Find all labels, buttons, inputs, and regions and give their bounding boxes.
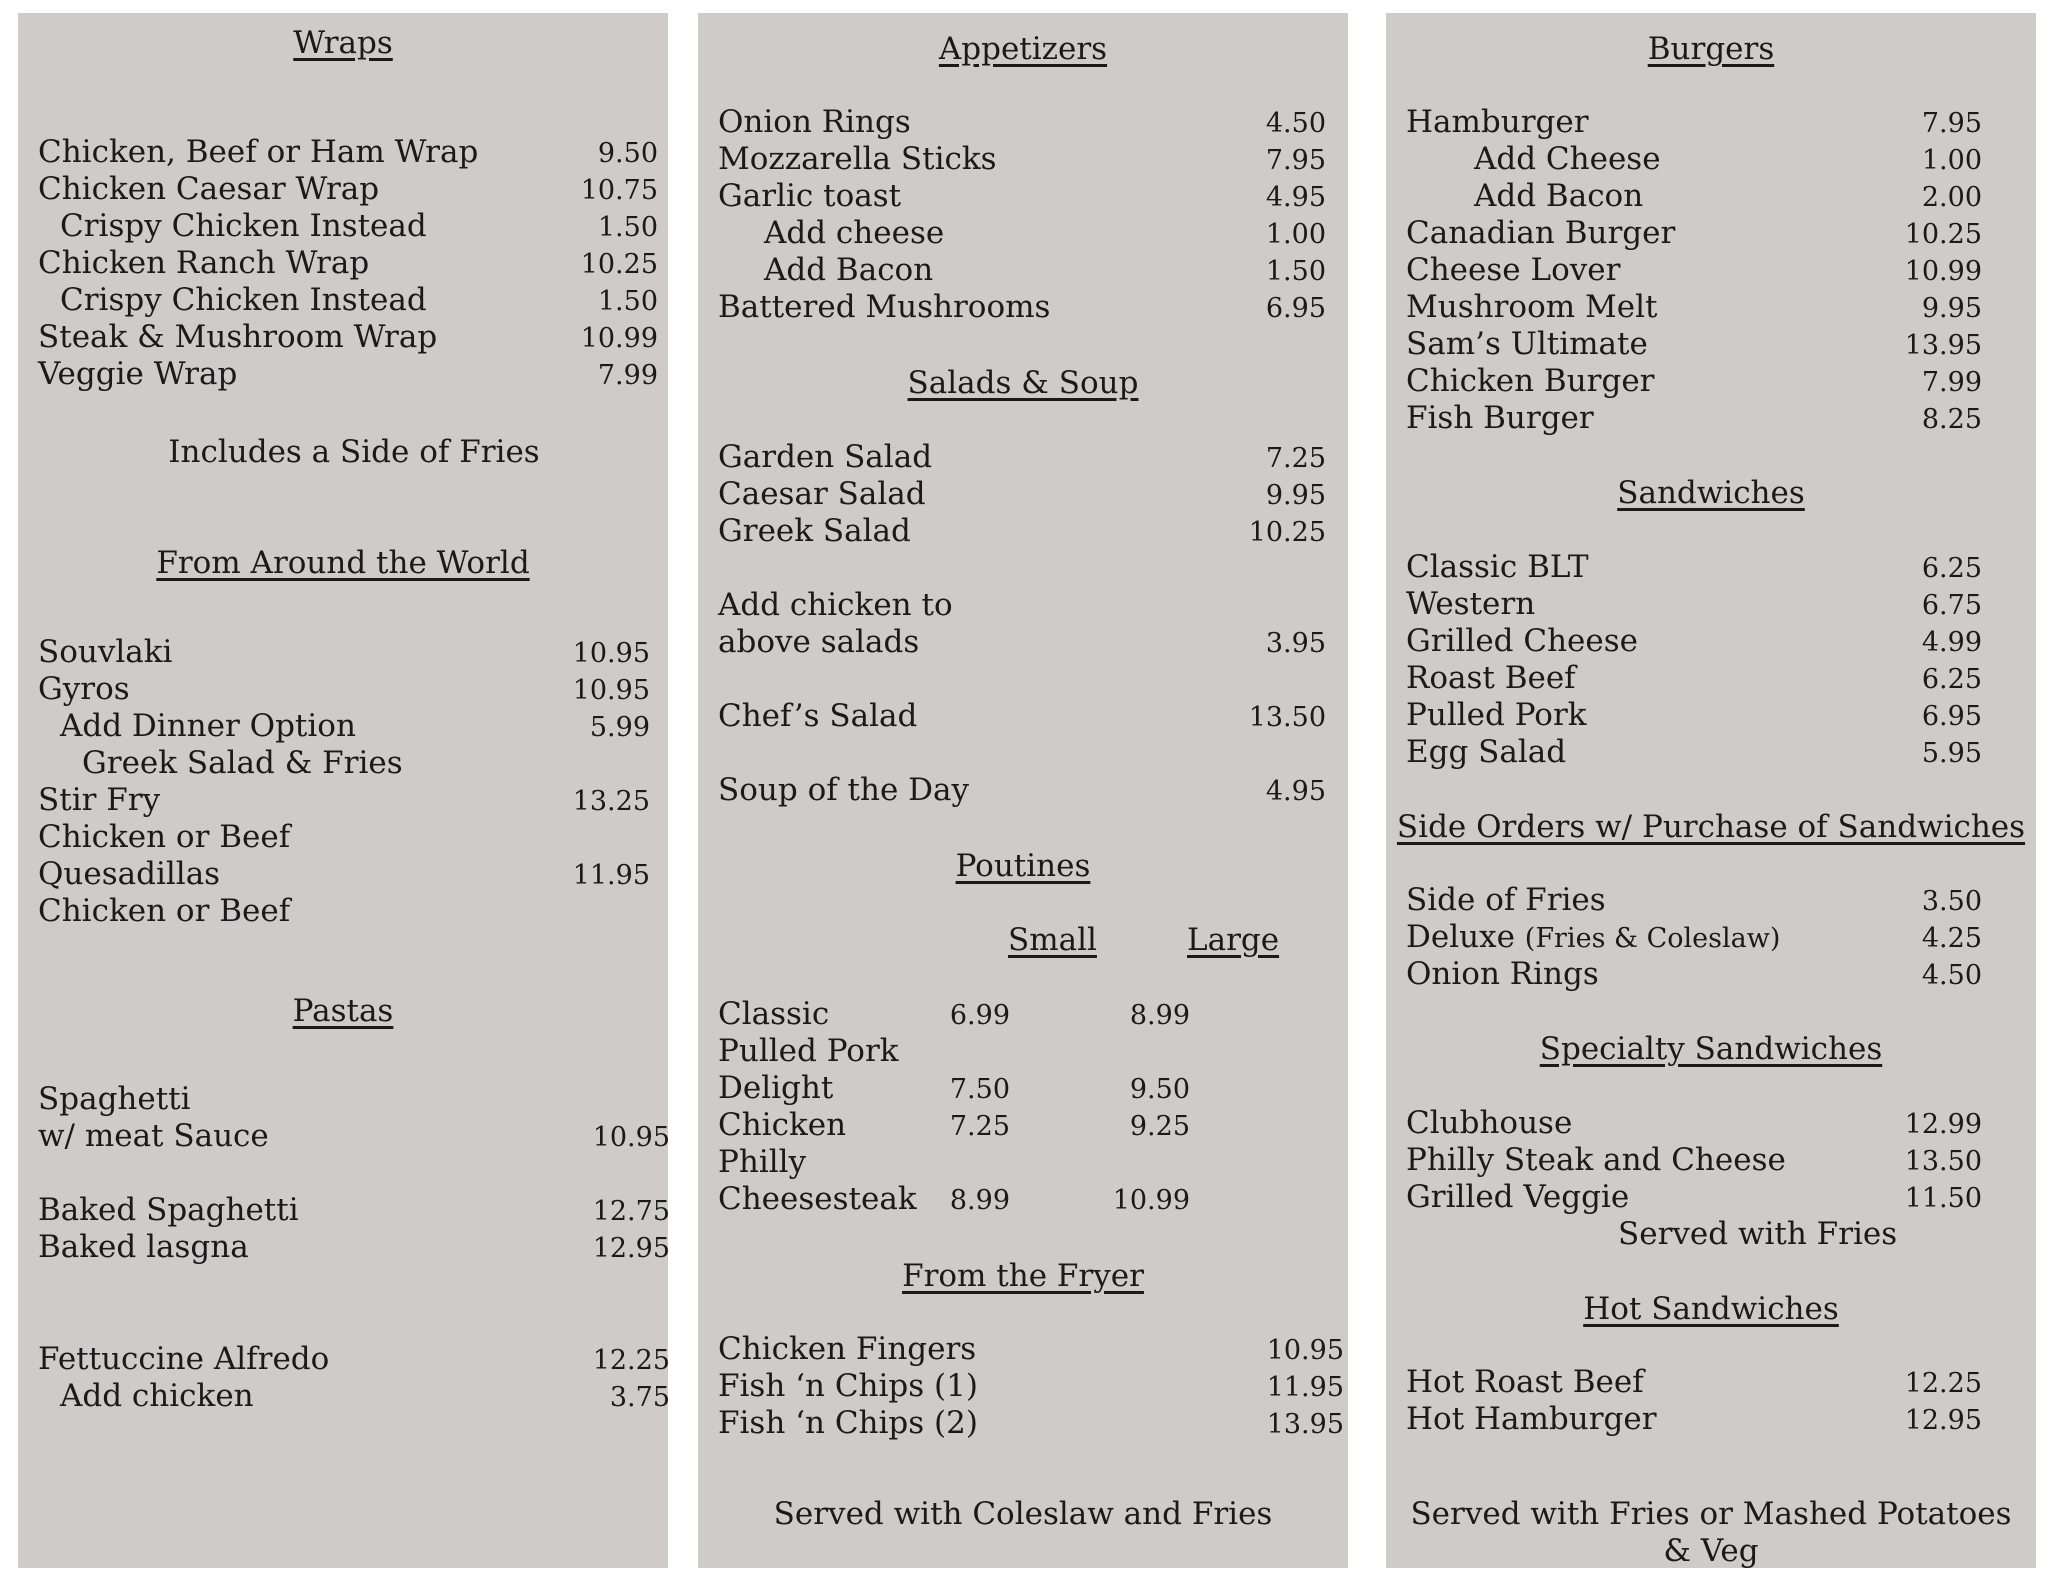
menu-item-price: 3.50	[1921, 886, 1982, 917]
menu-item-name: Caesar Salad	[718, 476, 926, 512]
menu-item-name: Grilled Cheese	[1406, 623, 1639, 659]
section-title-pastas: Pastas	[292, 993, 394, 1029]
section-title-salads: Salads & Soup	[907, 365, 1139, 401]
menu-item-name: Soup of the Day	[718, 772, 970, 808]
menu-item-name: Egg Salad	[1406, 734, 1567, 770]
menu-item-name: Side of Fries	[1406, 882, 1606, 918]
menu-item-price: 10.75	[580, 175, 658, 206]
menu-item-price: 13.50	[1248, 702, 1326, 733]
menu-item-price: 1.00	[1265, 219, 1326, 250]
menu-item-price: 12.99	[1904, 1109, 1982, 1140]
section-title-wraps: Wraps	[293, 25, 393, 61]
menu-item-price: 12.95	[592, 1233, 670, 1264]
menu-item-name: Spaghetti	[38, 1081, 191, 1117]
column-header-small: Small	[1008, 922, 1097, 958]
menu-item-name: above salads	[718, 624, 920, 660]
menu-item-name: Mushroom Melt	[1406, 289, 1658, 325]
menu-item-price: 12.25	[1904, 1368, 1982, 1399]
menu-item-name: Crispy Chicken Instead	[60, 282, 427, 318]
menu-item-name: Garlic toast	[718, 178, 902, 214]
menu-item-price: 10.25	[1248, 517, 1326, 548]
menu-item-price: 1.50	[1265, 256, 1326, 287]
menu-item-price-large: 8.99	[1129, 1000, 1190, 1031]
menu-item-price: 11.50	[1904, 1183, 1982, 1214]
menu-item-price: 13.95	[1266, 1409, 1344, 1440]
menu-item-price: 3.75	[609, 1382, 670, 1413]
menu-item-name: Greek Salad & Fries	[82, 745, 403, 781]
menu-item-price: 10.95	[572, 675, 650, 706]
menu-item-name: Add chicken to	[718, 587, 953, 623]
menu-item-price: 10.99	[580, 323, 658, 354]
menu-item-price: 10.95	[572, 638, 650, 669]
menu-panel-right	[1386, 13, 2036, 1568]
menu-item-price: 9.50	[597, 138, 658, 169]
menu-item-price: 4.99	[1921, 627, 1982, 658]
wraps-note: Includes a Side of Fries	[168, 434, 540, 470]
menu-panel-middle	[698, 13, 1348, 1568]
menu-item-price: 11.95	[1266, 1372, 1344, 1403]
menu-item-name: Philly	[718, 1144, 807, 1180]
menu-item-name: Grilled Veggie	[1406, 1179, 1630, 1215]
menu-item-price: 7.95	[1265, 145, 1326, 176]
menu-item-name: Fish ‘n Chips (1)	[718, 1368, 978, 1404]
menu-item-name: Chef’s Salad	[718, 698, 918, 734]
menu-item-name: Add Bacon	[764, 252, 934, 288]
menu-item-name: Hot Roast Beef	[1406, 1364, 1644, 1400]
menu-item-name: Add Bacon	[1474, 178, 1644, 214]
menu-panel-left	[18, 13, 668, 1568]
menu-item-name: Fettuccine Alfredo	[38, 1341, 330, 1377]
menu-item-price: 10.25	[580, 249, 658, 280]
menu-item-name: Hot Hamburger	[1406, 1401, 1657, 1437]
menu-item-name: Chicken	[718, 1107, 847, 1143]
menu-item-name: Chicken Ranch Wrap	[38, 245, 370, 281]
hot-note-line1: Served with Fries or Mashed Potatoes	[1410, 1496, 2012, 1532]
menu-item-price: 5.95	[1921, 738, 1982, 769]
menu-item-price-large: 10.99	[1112, 1185, 1190, 1216]
menu-item-price-large: 9.50	[1129, 1074, 1190, 1105]
menu-item-price: 1.50	[597, 212, 658, 243]
menu-item-name: Chicken or Beef	[38, 819, 291, 855]
menu-item-name: Mozzarella Sticks	[718, 141, 997, 177]
menu-item-price: 1.50	[597, 286, 658, 317]
menu-item-price-small: 7.50	[949, 1074, 1010, 1105]
section-title-hot: Hot Sandwiches	[1583, 1291, 1839, 1327]
menu-item-price: 2.00	[1921, 182, 1982, 213]
menu-item-name: Crispy Chicken Instead	[60, 208, 427, 244]
menu-item-price: 13.25	[572, 786, 650, 817]
menu-item-name: Delight	[718, 1070, 834, 1106]
section-title-burgers: Burgers	[1647, 31, 1775, 67]
section-title-sandwiches: Sandwiches	[1617, 475, 1805, 511]
menu-item-price: 3.95	[1265, 628, 1326, 659]
menu-item-name: Classic BLT	[1406, 549, 1589, 585]
menu-item-price: 7.25	[1265, 443, 1326, 474]
menu-item-name: Roast Beef	[1406, 660, 1576, 696]
menu-item-name: Cheesesteak	[718, 1181, 917, 1217]
menu-item-name: Hamburger	[1406, 104, 1589, 140]
hot-note-line2: & Veg	[1663, 1533, 1759, 1569]
menu-item-price: 10.99	[1904, 256, 1982, 287]
menu-item-name: Onion Rings	[718, 104, 911, 140]
menu-item-name: Classic	[718, 996, 830, 1032]
menu-item-price: 13.50	[1904, 1146, 1982, 1177]
menu-item-name: Onion Rings	[1406, 956, 1599, 992]
section-title-fryer: From the Fryer	[902, 1258, 1144, 1294]
menu-item-price-large: 9.25	[1129, 1111, 1190, 1142]
menu-item-name: Greek Salad	[718, 513, 911, 549]
menu-item-name: Garden Salad	[718, 439, 933, 475]
menu-item-price-small: 7.25	[949, 1111, 1010, 1142]
menu-item-price: 4.95	[1265, 182, 1326, 213]
menu-item-name: Philly Steak and Cheese	[1406, 1142, 1786, 1178]
section-title-appetizers: Appetizers	[938, 31, 1108, 67]
menu-item-name: Steak & Mushroom Wrap	[38, 319, 438, 355]
menu-item-price-small: 6.99	[949, 1000, 1010, 1031]
specialty-note: Served with Fries	[1618, 1216, 1898, 1252]
menu-item-name: Add chicken	[60, 1378, 254, 1414]
menu-item-price: 7.99	[1921, 367, 1982, 398]
menu-item-price: 12.25	[592, 1345, 670, 1376]
menu-item-name: Fish ‘n Chips (2)	[718, 1405, 978, 1441]
menu-item-name: Deluxe (Fries & Coleslaw)	[1406, 919, 1781, 955]
menu-item-name: Baked lasgna	[38, 1229, 249, 1265]
section-title-sides: Side Orders w/ Purchase of Sandwiches	[1396, 809, 2026, 845]
menu-item-name: Fish Burger	[1406, 400, 1594, 436]
menu-item-price: 4.50	[1921, 960, 1982, 991]
menu-item-price: 4.50	[1265, 108, 1326, 139]
section-title-world: From Around the World	[156, 545, 530, 581]
menu-item-price: 6.95	[1921, 701, 1982, 732]
menu-item-name: Quesadillas	[38, 856, 221, 892]
menu-item-price: 6.95	[1265, 293, 1326, 324]
fryer-note: Served with Coleslaw and Fries	[773, 1496, 1273, 1532]
menu-item-price: 12.75	[592, 1196, 670, 1227]
menu-item-name: w/ meat Sauce	[38, 1118, 269, 1154]
menu-item-price: 5.99	[589, 712, 650, 743]
menu-item-name: Chicken or Beef	[38, 893, 291, 929]
menu-item-price: 10.95	[592, 1122, 670, 1153]
menu-item-name: Stir Fry	[38, 782, 161, 818]
menu-item-name: Western	[1406, 586, 1536, 622]
menu-item-name: Pulled Pork	[718, 1033, 899, 1069]
menu-item-detail: (Fries & Coleslaw)	[1524, 923, 1781, 954]
menu-item-name: Sam’s Ultimate	[1406, 326, 1648, 362]
menu-item-price: 8.25	[1921, 404, 1982, 435]
section-title-poutines: Poutines	[955, 848, 1091, 884]
menu-item-price: 4.25	[1921, 923, 1982, 954]
menu-item-name: Chicken, Beef or Ham Wrap	[38, 134, 479, 170]
menu-item-price: 13.95	[1904, 330, 1982, 361]
menu-item-price: 10.25	[1904, 219, 1982, 250]
menu-item-name: Add Cheese	[1474, 141, 1661, 177]
menu-item-price: 4.95	[1265, 776, 1326, 807]
menu-item-price: 7.99	[597, 360, 658, 391]
menu-item-price: 11.95	[572, 860, 650, 891]
menu-item-name: Battered Mushrooms	[718, 289, 1051, 325]
menu-item-name: Pulled Pork	[1406, 697, 1587, 733]
menu-item-price: 6.75	[1921, 590, 1982, 621]
menu-item-name: Canadian Burger	[1406, 215, 1676, 251]
menu-item-name: Chicken Caesar Wrap	[38, 171, 380, 207]
menu-item-price: 6.25	[1921, 553, 1982, 584]
section-title-specialty: Specialty Sandwiches	[1539, 1031, 1883, 1067]
menu-item-price: 10.95	[1266, 1335, 1344, 1366]
menu-item-price: 9.95	[1265, 480, 1326, 511]
menu-item-name: Gyros	[38, 671, 130, 707]
menu-item-price: 7.95	[1921, 108, 1982, 139]
menu-item-price: 6.25	[1921, 664, 1982, 695]
menu-item-name: Add Dinner Option	[60, 708, 356, 744]
menu-item-price: 1.00	[1921, 145, 1982, 176]
menu-item-name: Veggie Wrap	[38, 356, 238, 392]
menu-item-name: Souvlaki	[38, 634, 173, 670]
menu-item-name: Cheese Lover	[1406, 252, 1621, 288]
menu-item-name: Chicken Burger	[1406, 363, 1655, 399]
menu-item-price-small: 8.99	[949, 1185, 1010, 1216]
menu-item-name: Clubhouse	[1406, 1105, 1573, 1141]
menu-item-name: Add cheese	[764, 215, 945, 251]
menu-item-name: Chicken Fingers	[718, 1331, 977, 1367]
menu-item-price: 9.95	[1921, 293, 1982, 324]
menu-item-price: 12.95	[1904, 1405, 1982, 1436]
column-header-large: Large	[1187, 922, 1280, 958]
menu-item-name: Baked Spaghetti	[38, 1192, 299, 1228]
